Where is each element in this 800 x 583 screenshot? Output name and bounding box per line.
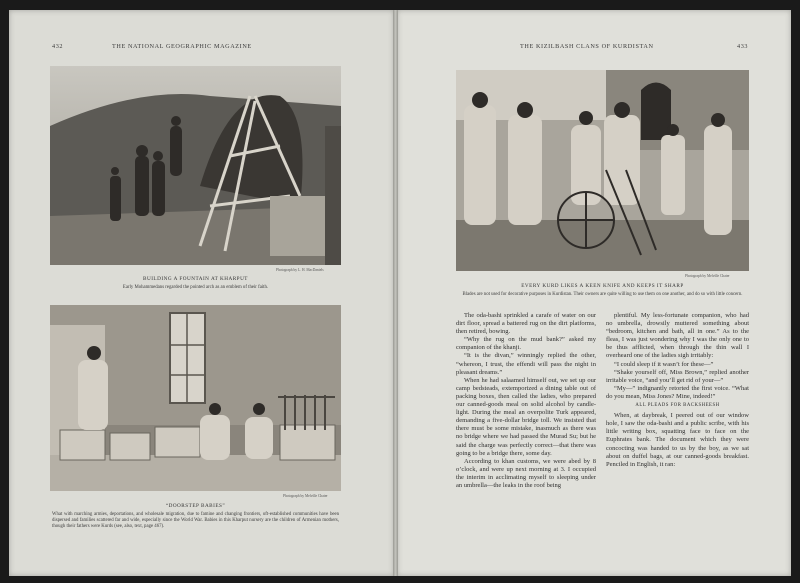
fountain-photo-credit: Photograph by L. H. MacDaniels bbox=[276, 268, 324, 272]
right-running-head: THE KIZILBASH CLANS OF KURDISTAN bbox=[520, 43, 654, 50]
babies-caption: “DOORSTEP BABIES” bbox=[165, 503, 226, 509]
doorstep-babies-photo bbox=[50, 305, 341, 491]
paragraph: “Shake yourself off, Miss Brown,” replied another irritable voice, “and you’ll get rid of your—” bbox=[606, 368, 749, 384]
paragraph: The oda-bashi sprinkled a carafe of water on our dirt floor, spread a battered rug on the dirt platforms, then retired, bowing. bbox=[456, 312, 596, 336]
knife-sharpening-photo bbox=[456, 70, 749, 271]
right-page-number: 433 bbox=[737, 43, 749, 50]
paragraph: According to khan customs, we were abed by 8 o’clock, and were up next morning at 3. I occupied the interim in acclimating myself to sleeping under an umbrella—the leaks in the roof being bbox=[456, 457, 596, 489]
paragraph: “It is the divan,” winningly replied the other, “whereon, I trust, the effendi will pass the night in pleasant dreams.” bbox=[456, 352, 596, 376]
paragraph: plentiful. My less-fortunate companion, who had no umbrella, drowsily muttered something about “bedroom, kitchen and bath, all in one.” As to the fleas, I was just wondering why I was the only one to be thus afflicted, when through the thin wall I overheard one of the ladies sigh irritably: bbox=[606, 312, 749, 360]
fountain-subcaption: Early Mohammedans regarded the pointed arch as an emblem of their faith. bbox=[122, 285, 269, 290]
knife-subcaption: Blades are not used for decorative purposes in Kurdistan. Their owners are quite willing to use them on one another, and do so with little concern. bbox=[462, 292, 743, 297]
left-page-number: 432 bbox=[52, 43, 64, 50]
paragraph: When, at daybreak, I peered out of our window hole, I saw the oda-bashi and a public scribe, with his little writing box, squatting face to face on the Euphrates bank. The document which they were concocting was handed to us by the boy, as we sat about on duffel bags, at our canned-goods breakfast. Penciled in English, it ran: bbox=[606, 412, 749, 468]
paragraph: “Why the rug on the mud bank?” asked my companion of the khanji. bbox=[456, 336, 596, 352]
left-running-head: THE NATIONAL GEOGRAPHIC MAGAZINE bbox=[112, 43, 252, 50]
babies-photo-credit: Photograph by Melville Chater bbox=[283, 494, 328, 498]
fountain-caption: BUILDING A FOUNTAIN AT KHARPUT bbox=[143, 276, 248, 282]
knife-caption: EVERY KURD LIKES A KEEN KNIFE AND KEEPS IT SHARP bbox=[521, 283, 684, 289]
fountain-photo bbox=[50, 66, 341, 265]
knife-photo-credit: Photograph by Melville Chater bbox=[685, 274, 730, 278]
text-column-2 bbox=[606, 312, 749, 570]
book-gutter bbox=[393, 10, 398, 576]
paragraph: “I could sleep if it wasn’t for these—” bbox=[614, 360, 714, 368]
babies-subcaption: What with marching armies, deportations, and wholesale migration, due to famine and changing frontiers, oft-established communities have been dispersed and families scattered far and wide, especially since the World War. Babies in this Kharput nursery are the children of Armenian mothers, though their fathers were Kurds (see, also, text, page 467). bbox=[52, 512, 339, 530]
paragraph: When he had salaamed himself out, we set up our camp bedsteads, extemporized a dining table out of packing boxes, then called the ladies, who prepared our canned-goods meal on solid alcohol by candle-light. During the meal an overpolite Turk appeared, demanding a five-dollar bridge toll. We insisted that there must be some mistake, inasmuch as there was no bridge where we had passed the Murad Su; but he said the charge was perfectly correct—that there was going to be a bridge there, some day. bbox=[456, 376, 596, 457]
section-subhead: ALL PLEADS FOR BACKSHEESH bbox=[635, 403, 720, 409]
text-column-1 bbox=[456, 312, 596, 570]
paragraph: “My—” indignantly retorted the first voice. “What do you mean, Miss Jones? Mine, indeed!” bbox=[606, 384, 749, 400]
